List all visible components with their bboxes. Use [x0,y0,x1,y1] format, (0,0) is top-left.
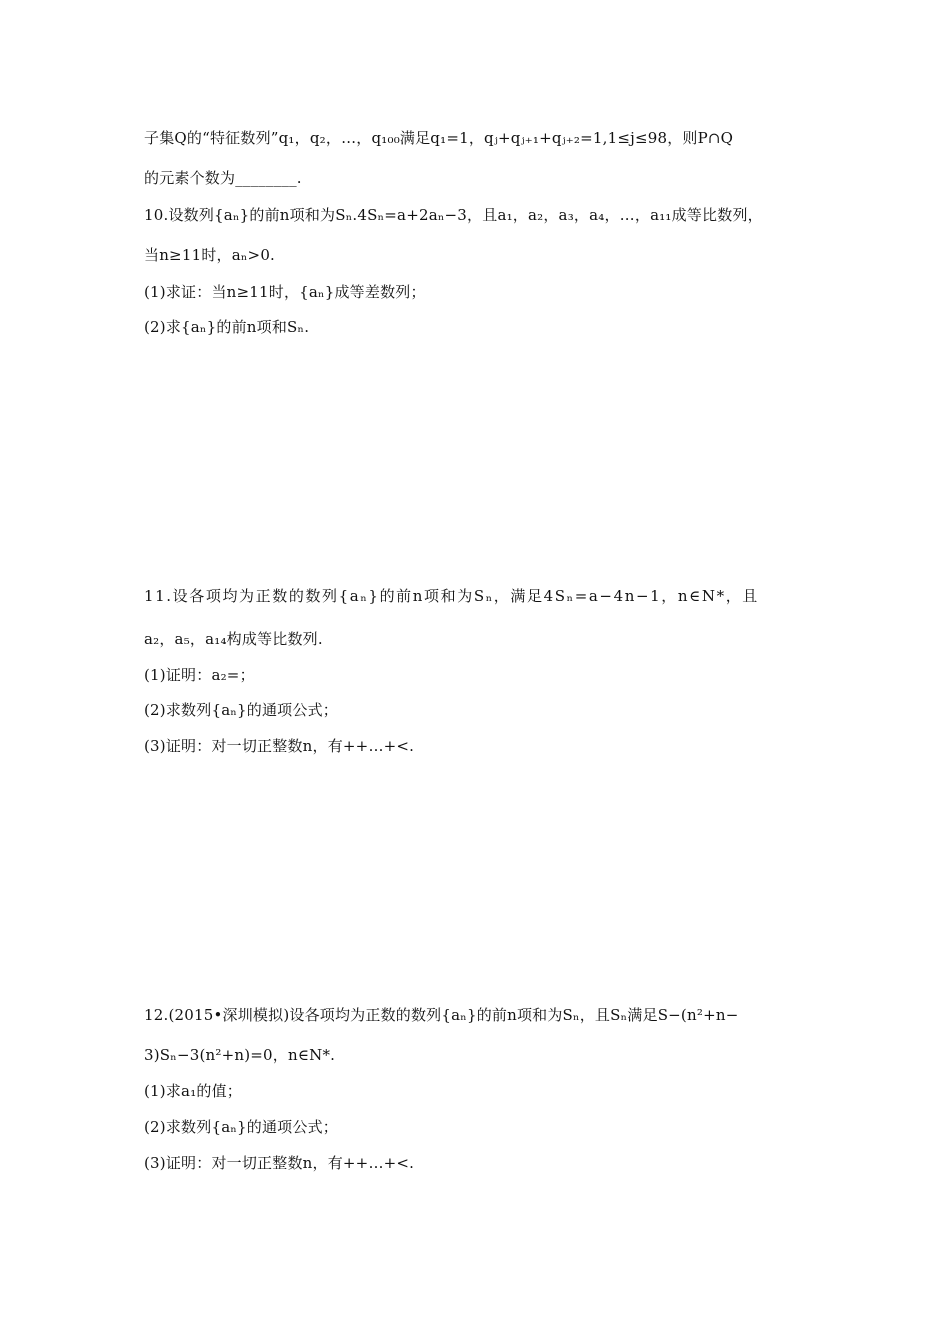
problem-11-part-2: (2)求数列{aₙ}的通项公式； [144,701,338,719]
problem-10-part-1: (1)求证：当n≥11时，{aₙ}成等差数列； [144,283,426,301]
problem-11-line-2: a₂，a₅，a₁₄构成等比数列. [144,630,323,648]
problem-12-part-1: (1)求a₁的值； [144,1082,243,1100]
problem-12-part-3: (3)证明：对一切正整数n，有++…+<. [144,1154,415,1172]
carryover-line-2: 的元素个数为________. [144,169,302,187]
problem-12-line-2: 3)Sₙ−3(n²+n)=0，n∈N*. [144,1046,336,1064]
problem-11-part-1: (1)证明：a₂=； [144,666,255,684]
problem-11-line-1: 11.设各项均为正数的数列{aₙ}的前n项和为Sₙ，满足4Sₙ=a−4n−1，n∈N*，且 [144,587,759,605]
problem-10-line-1: 10.设数列{aₙ}的前n项和为Sₙ.4Sₙ=a+2aₙ−3，且a₁，a₂，a₃，a₄，…，a₁₁成等比数列， [144,206,763,224]
carryover-line-1: 子集Q的“特征数列”q₁，q₂，…，q₁₀₀满足q₁=1，qⱼ+qⱼ₊₁+qⱼ₊₂=1,1≤j≤98，则P∩Q [144,129,734,147]
problem-11-part-3: (3)证明：对一切正整数n，有++…+<. [144,737,415,755]
problem-12-line-1: 12.(2015•深圳模拟)设各项均为正数的数列{aₙ}的前n项和为Sₙ，且Sₙ满足S−(n²+n− [144,1006,739,1024]
problem-10-line-2: 当n≥11时，aₙ>0. [144,246,276,264]
problem-10-part-2: (2)求{aₙ}的前n项和Sₙ. [144,318,310,336]
problem-12-part-2: (2)求数列{aₙ}的通项公式； [144,1118,338,1136]
